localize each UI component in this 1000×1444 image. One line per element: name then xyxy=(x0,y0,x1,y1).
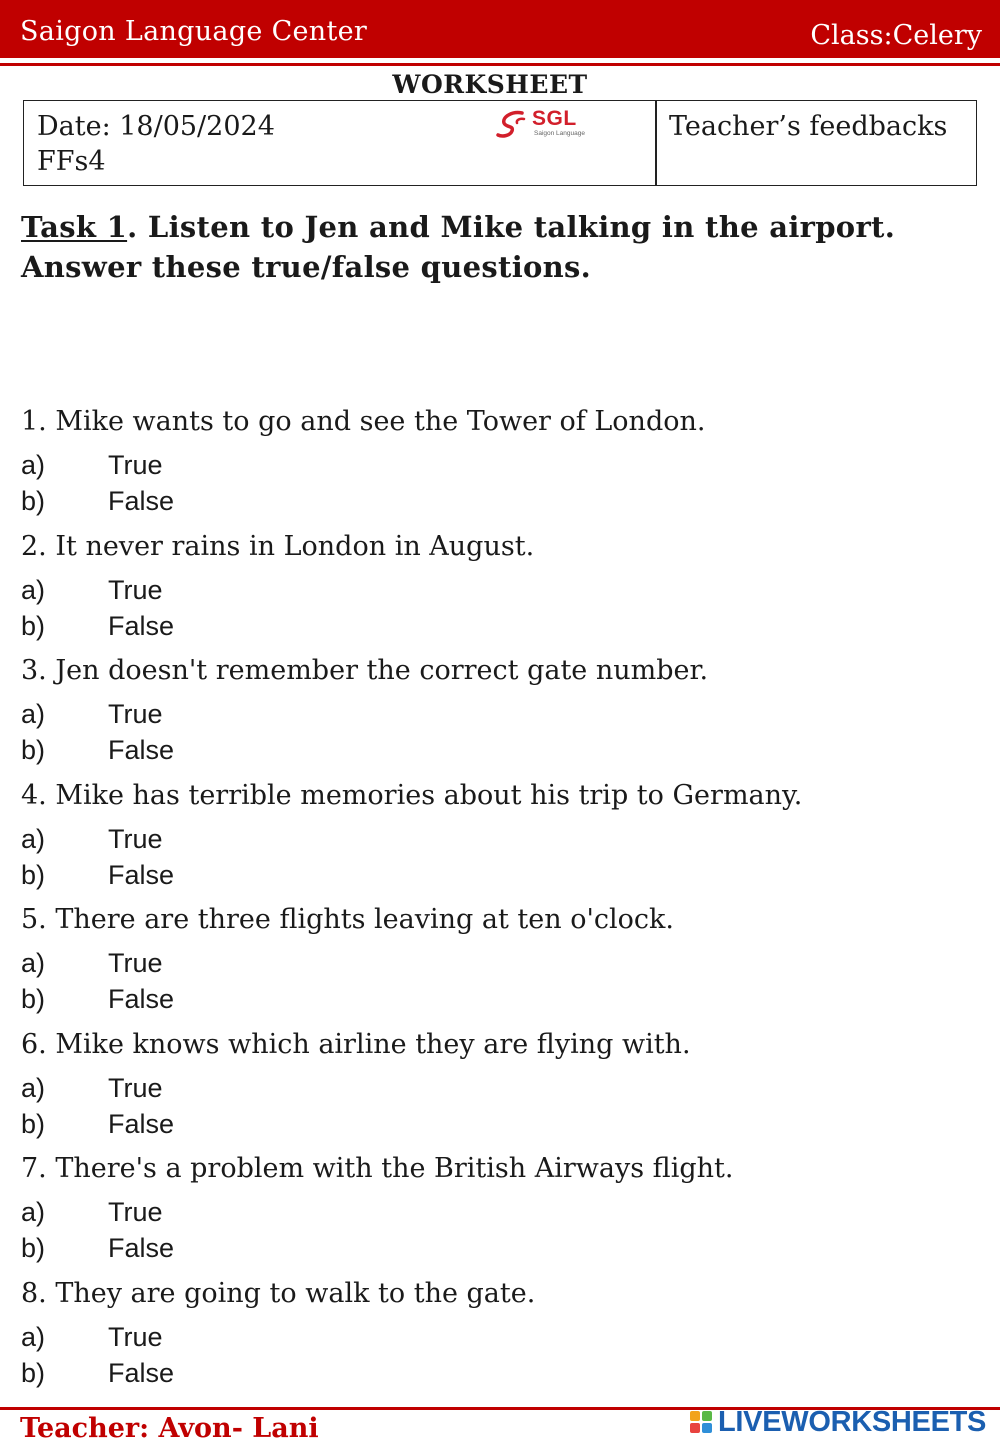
answer-option-b[interactable] xyxy=(21,1108,174,1141)
teacher-name: Teacher: Avon- Lani xyxy=(20,1413,319,1444)
answer-option-a[interactable] xyxy=(21,574,163,607)
option-letter: a) xyxy=(21,948,46,978)
option-value: False xyxy=(108,984,175,1014)
task-heading xyxy=(21,207,981,287)
question-item xyxy=(21,903,981,1014)
answer-option-a[interactable] xyxy=(21,1072,163,1105)
question-text: 1. Mike wants to go and see the Tower of London. xyxy=(21,406,706,437)
answer-option-b[interactable] xyxy=(21,485,174,518)
option-letter: b) xyxy=(21,1357,46,1388)
option-value: True xyxy=(108,450,163,480)
info-box xyxy=(23,100,977,186)
option-value: False xyxy=(108,486,175,516)
option-letter: b) xyxy=(21,1233,46,1263)
liveworksheets-logo-icon xyxy=(690,1411,714,1435)
question-text: 5. There are three flights leaving at ten o'clock. xyxy=(21,904,674,935)
question-text: 8. They are going to walk to the gate. xyxy=(21,1277,536,1309)
header-divider xyxy=(0,63,1000,66)
answer-option-a[interactable] xyxy=(21,1321,163,1354)
teacher-feedback-label: Teacher’s feedbacks xyxy=(669,111,948,142)
answer-option-b[interactable] xyxy=(21,859,174,892)
option-value: True xyxy=(108,1321,163,1352)
option-letter: a) xyxy=(21,450,46,480)
option-letter: a) xyxy=(21,699,46,729)
question-item xyxy=(21,654,981,765)
question-text: 6. Mike knows which airline they are flying with. xyxy=(21,1028,691,1060)
liveworksheets-watermark xyxy=(690,1408,990,1438)
answer-option-a[interactable] xyxy=(21,1196,163,1229)
option-value: False xyxy=(108,1108,175,1139)
option-letter: a) xyxy=(21,1197,46,1227)
answer-option-a[interactable] xyxy=(21,823,163,856)
worksheet-code: FFs4 xyxy=(37,146,106,177)
option-value: True xyxy=(108,823,163,854)
answer-option-a[interactable] xyxy=(21,449,163,482)
option-value: False xyxy=(108,859,175,890)
option-value: False xyxy=(108,610,175,641)
question-text: 7. There's a problem with the British Airways flight. xyxy=(21,1153,734,1184)
question-text: 4. Mike has terrible memories about his trip to Germany. xyxy=(21,779,803,811)
answer-option-b[interactable] xyxy=(21,1357,174,1390)
sgl-swirl-icon xyxy=(494,109,530,139)
answer-option-a[interactable] xyxy=(21,698,163,731)
question-item xyxy=(21,1152,981,1263)
option-value: True xyxy=(108,574,163,605)
question-item xyxy=(21,530,981,641)
info-divider xyxy=(655,101,657,185)
option-letter: a) xyxy=(21,823,46,854)
option-value: True xyxy=(108,1072,163,1103)
worksheet-title: WORKSHEET xyxy=(392,70,588,99)
option-value: True xyxy=(108,1197,163,1227)
option-value: False xyxy=(108,735,175,765)
class-label: Class:Celery xyxy=(810,20,982,51)
logo-text: SGL xyxy=(532,107,577,130)
option-value: False xyxy=(108,1357,175,1388)
option-letter: b) xyxy=(21,859,46,890)
question-text: 2. It never rains in London in August. xyxy=(21,530,535,562)
option-letter: b) xyxy=(21,735,46,765)
task-label: Task 1 xyxy=(21,210,128,244)
option-value: False xyxy=(108,1233,175,1263)
answer-option-b[interactable] xyxy=(21,610,174,643)
worksheet-date: Date: 18/05/2024 xyxy=(37,111,275,142)
question-item xyxy=(21,1277,981,1388)
school-name: Saigon Language Center xyxy=(20,16,368,47)
answer-option-b[interactable] xyxy=(21,1232,174,1265)
option-letter: a) xyxy=(21,1321,46,1352)
answer-option-b[interactable] xyxy=(21,983,174,1016)
liveworksheets-text: LIVEWORKSHEETS xyxy=(718,1406,987,1438)
logo-subtitle: Saigon Language xyxy=(534,130,585,137)
option-value: True xyxy=(108,699,163,729)
option-letter: b) xyxy=(21,610,46,641)
question-text: 3. Jen doesn't remember the correct gate number. xyxy=(21,655,709,686)
question-item xyxy=(21,405,981,516)
option-letter: b) xyxy=(21,1108,46,1139)
header-bar xyxy=(0,0,1000,58)
task-instruction: . Listen to Jen and Mike talking in the airport. Answer these true/false questions. xyxy=(21,210,896,284)
sgl-logo xyxy=(494,107,604,143)
question-item xyxy=(21,779,981,890)
answer-option-a[interactable] xyxy=(21,947,163,980)
option-letter: b) xyxy=(21,984,46,1014)
option-value: True xyxy=(108,948,163,978)
option-letter: a) xyxy=(21,574,46,605)
option-letter: a) xyxy=(21,1072,46,1103)
question-item xyxy=(21,1028,981,1139)
option-letter: b) xyxy=(21,486,46,516)
answer-option-b[interactable] xyxy=(21,734,174,767)
